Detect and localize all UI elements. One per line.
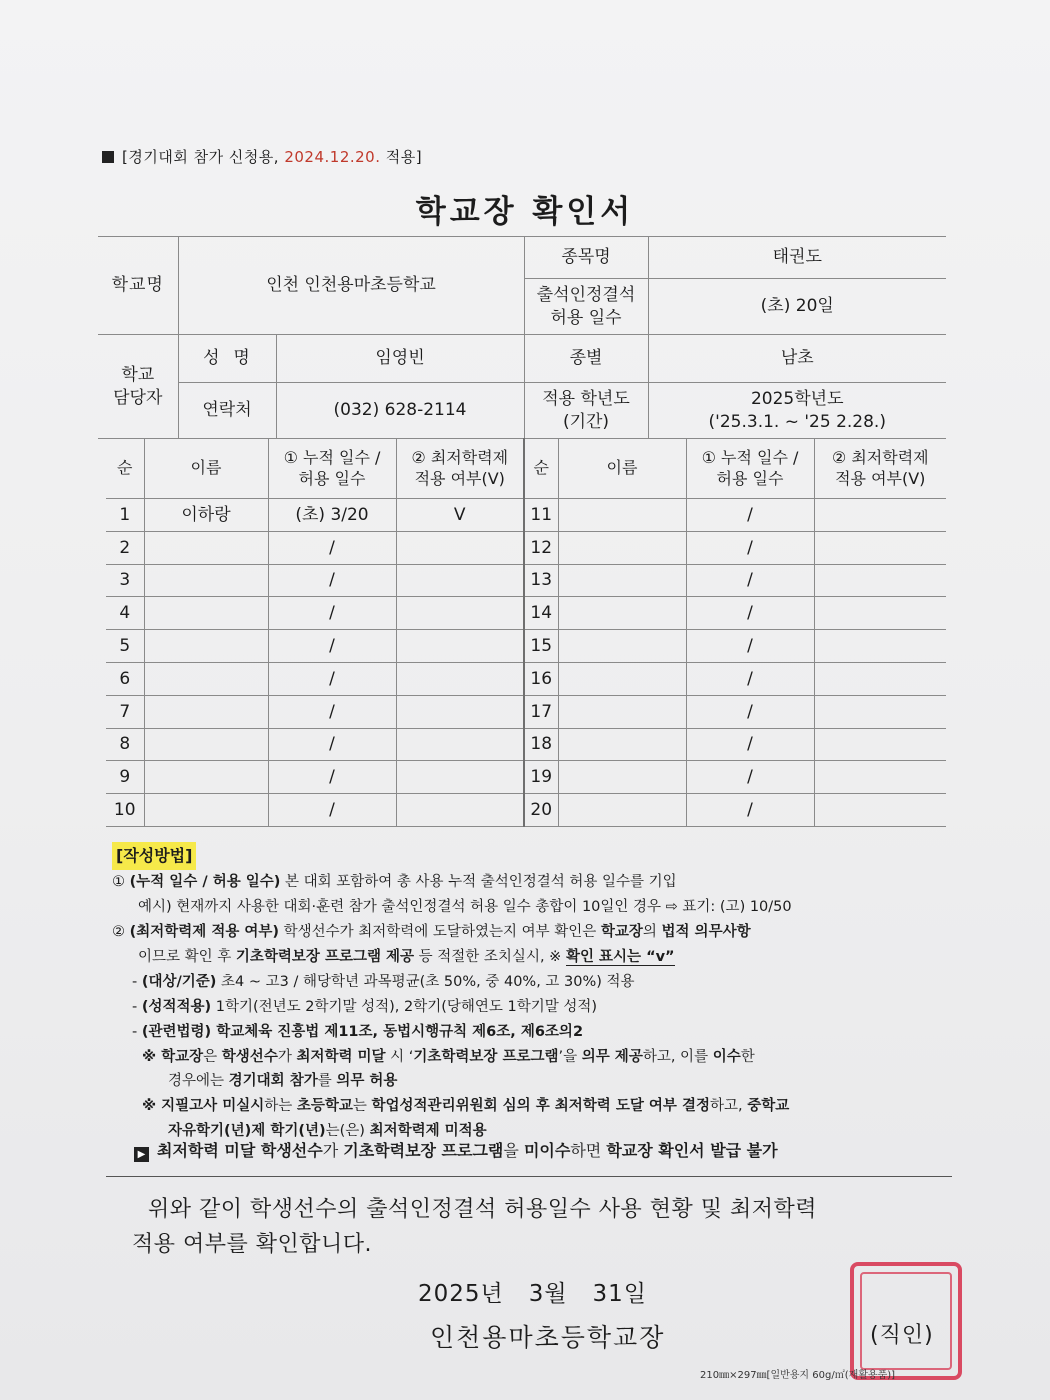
row-number: 7	[106, 695, 144, 728]
student-name	[144, 728, 268, 761]
header-date: 2024.12.20.	[284, 148, 381, 166]
confirm-statement: 위와 같이 학생선수의 출석인정결석 허용일수 사용 현황 및 최저학력 적용 여부를 확인합니다.	[132, 1197, 818, 1258]
min-academic-check	[814, 728, 946, 761]
school-label: 학교명	[98, 237, 178, 335]
table-row	[106, 564, 946, 597]
issue-date: 2025년 3월 31일	[418, 1281, 647, 1307]
table-row	[106, 761, 946, 794]
min-academic-check	[396, 531, 524, 564]
student-name	[558, 662, 686, 695]
days-used: (초) 3/20	[268, 499, 396, 532]
row-number: 5	[106, 630, 144, 663]
min-academic-check	[396, 728, 524, 761]
divider	[106, 1176, 952, 1177]
col-days-right: ① 누적 일수 / 허용 일수	[686, 439, 814, 499]
arrow-box-icon: ▶	[134, 1147, 149, 1162]
guide-example: 예시) 현재까지 사용한 대회·훈련 참가 출석인정결석 허용 일수 총합이 10일인 경우 ⇨ 표기: (고) 10/50	[138, 898, 792, 915]
guide-item-2-cont: 이므로 확인 후 기초학력보장 프로그램 제공 등 적절한 조치실시, ※ 확인 표시는 “v”	[138, 948, 675, 965]
sport-label: 종목명	[524, 237, 648, 279]
student-name	[558, 630, 686, 663]
days-used: /	[686, 531, 814, 564]
row-number: 12	[524, 531, 558, 564]
days-used: /	[686, 761, 814, 794]
year-value: 2025학년도 ('25.3.1. ~ '25 2.28.)	[648, 383, 946, 439]
days-used: /	[268, 662, 396, 695]
year-label: 적용 학년도 (기간)	[524, 383, 648, 439]
student-name: 이하랑	[144, 499, 268, 532]
row-number: 16	[524, 662, 558, 695]
row-number: 13	[524, 564, 558, 597]
allowed-days-value: (초) 20일	[648, 279, 946, 335]
guide-note-2: ※ 지필고사 미실시하는 초등학교는 학업성적관리위원회 심의 후 최저학력 도달 여부 결정하고, 중학교	[142, 1098, 790, 1115]
student-name	[558, 728, 686, 761]
category-value: 남초	[648, 335, 946, 383]
instructions	[112, 842, 948, 1144]
category-label: 종별	[524, 335, 648, 383]
square-bullet-icon	[102, 151, 114, 163]
instructions-tag: [작성방법]	[112, 842, 196, 870]
student-name	[144, 794, 268, 827]
guide-note-2-cont: 자유학기(년)제 학기(년)는(은) 최저학력제 미적용	[168, 1123, 487, 1140]
days-used: /	[268, 564, 396, 597]
student-name	[558, 761, 686, 794]
days-used: /	[268, 695, 396, 728]
min-academic-check	[814, 597, 946, 630]
student-name	[558, 499, 686, 532]
min-academic-check	[814, 564, 946, 597]
days-used: /	[268, 761, 396, 794]
student-name	[144, 630, 268, 663]
student-name	[144, 597, 268, 630]
min-academic-check	[396, 662, 524, 695]
min-academic-check	[814, 794, 946, 827]
document-title: 학교장 확인서	[415, 194, 635, 230]
days-used: /	[686, 597, 814, 630]
row-number: 8	[106, 728, 144, 761]
col-min: ② 최저학력제 적용 여부(V)	[396, 439, 524, 499]
row-number: 1	[106, 499, 144, 532]
table-row	[106, 597, 946, 630]
min-academic-check	[814, 630, 946, 663]
min-academic-check	[814, 761, 946, 794]
student-name	[144, 662, 268, 695]
row-number: 19	[524, 761, 558, 794]
col-name-right: 이름	[558, 439, 686, 499]
student-name	[144, 564, 268, 597]
days-used: /	[686, 728, 814, 761]
min-academic-check	[814, 531, 946, 564]
row-number: 9	[106, 761, 144, 794]
student-name	[144, 695, 268, 728]
days-used: /	[268, 597, 396, 630]
notice-line: ▶ 최저학력 미달 학생선수가 기초학력보장 프로그램을 미이수하면 학교장 확인서 발급 불가	[134, 1138, 778, 1162]
table-row	[106, 499, 946, 532]
table-row	[106, 531, 946, 564]
guide-item-1: ① (누적 일수 / 허용 일수) 본 대회 포함하여 총 사용 누적 출석인정결석 허용 일수를 기입	[112, 873, 677, 890]
table-row	[106, 630, 946, 663]
days-used: /	[268, 728, 396, 761]
staff-label: 학교 담당자	[98, 335, 178, 439]
min-academic-check	[396, 564, 524, 597]
col-days: ① 누적 일수 / 허용 일수	[268, 439, 396, 499]
min-academic-check	[396, 794, 524, 827]
table-row	[106, 794, 946, 827]
signer-name: 인천용마초등학교장	[430, 1323, 666, 1352]
min-academic-check	[396, 630, 524, 663]
min-academic-check: V	[396, 499, 524, 532]
row-number: 14	[524, 597, 558, 630]
days-used: /	[686, 695, 814, 728]
table-row	[106, 695, 946, 728]
row-number: 20	[524, 794, 558, 827]
days-used: /	[686, 794, 814, 827]
min-academic-check	[396, 597, 524, 630]
col-name: 이름	[144, 439, 268, 499]
days-used: /	[268, 531, 396, 564]
min-academic-check	[396, 761, 524, 794]
guide-grades: - (성적적용) 1학기(전년도 2학기말 성적), 2학기(당해연도 1학기말 성적)	[132, 998, 598, 1015]
school-name: 인천 인천용마초등학교	[178, 237, 524, 335]
name-label: 성 명	[178, 335, 276, 383]
table-row	[106, 728, 946, 761]
paper-spec: 210㎜×297㎜[일반용지 60g/㎡(재활용품)]	[700, 1370, 896, 1381]
row-number: 17	[524, 695, 558, 728]
student-name	[144, 531, 268, 564]
days-used: /	[268, 630, 396, 663]
staff-name: 임영빈	[276, 335, 524, 383]
seal-label: (직인)	[870, 1323, 934, 1348]
row-number: 10	[106, 794, 144, 827]
col-min-right: ② 최저학력제 적용 여부(V)	[814, 439, 946, 499]
row-number: 11	[524, 499, 558, 532]
student-name	[558, 695, 686, 728]
row-number: 2	[106, 531, 144, 564]
guide-note-1: ※ 학교장은 학생선수가 최저학력 미달 시 ‘기초학력보장 프로그램’을 의무 제공하고, 이를 이수한	[142, 1048, 755, 1065]
student-name	[144, 761, 268, 794]
days-used: /	[686, 630, 814, 663]
row-number: 18	[524, 728, 558, 761]
contact-value: (032) 628-2114	[276, 383, 524, 439]
guide-law: - (관련법령) 학교체육 진흥법 제11조, 동법시행규칙 제6조, 제6조의2	[132, 1023, 584, 1040]
row-number: 6	[106, 662, 144, 695]
guide-note-1-cont: 경우에는 경기대회 참가를 의무 허용	[168, 1073, 398, 1090]
guide-item-2: ② (최저학력제 적용 여부) 학생선수가 최저학력에 도달하였는지 여부 확인은 학교장의 법적 의무사항	[112, 923, 751, 940]
row-number: 4	[106, 597, 144, 630]
roster-body	[106, 499, 946, 827]
student-name	[558, 794, 686, 827]
row-number: 15	[524, 630, 558, 663]
col-no-right: 순	[524, 439, 558, 499]
student-name	[558, 531, 686, 564]
allowed-days-label: 출석인정결석 허용 일수	[524, 279, 648, 335]
min-academic-check	[814, 695, 946, 728]
min-academic-check	[814, 662, 946, 695]
guide-target: - (대상/기준) 초4 ~ 고3 / 해당학년 과목평균(초 50%, 중 40%, 고 30%) 적용	[132, 973, 635, 990]
form-header: [경기대회 참가 신청용, 2024.12.20. 적용]	[102, 146, 422, 167]
student-name	[558, 564, 686, 597]
row-number: 3	[106, 564, 144, 597]
table-row	[106, 662, 946, 695]
roster-table	[106, 438, 946, 827]
min-academic-check	[396, 695, 524, 728]
student-name	[558, 597, 686, 630]
contact-label: 연락처	[178, 383, 276, 439]
col-no: 순	[106, 439, 144, 499]
days-used: /	[686, 564, 814, 597]
min-academic-check	[814, 499, 946, 532]
sport-value: 태권도	[648, 237, 946, 279]
info-table	[98, 236, 946, 439]
days-used: /	[686, 662, 814, 695]
days-used: /	[268, 794, 396, 827]
days-used: /	[686, 499, 814, 532]
